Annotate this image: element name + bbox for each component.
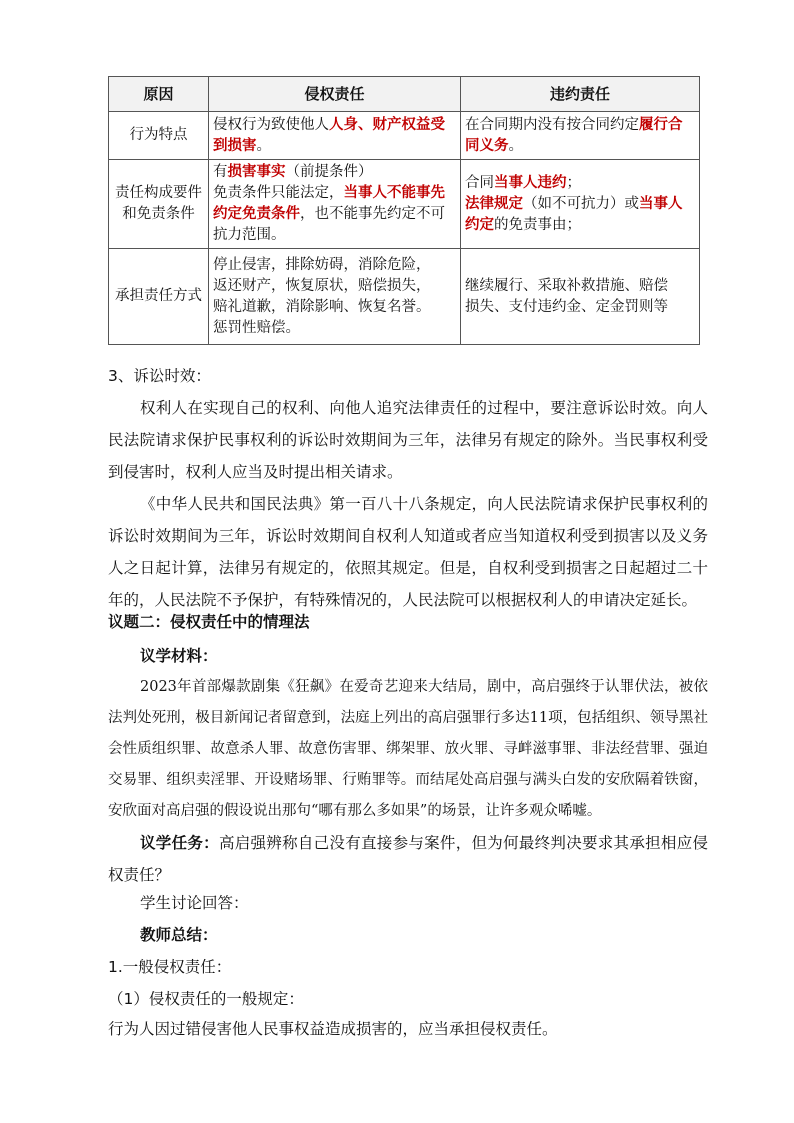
task-label: 议学任务： [140,834,219,852]
row-cell [461,249,700,345]
row-cell [209,249,461,345]
cell-text: （如不可抗力）或 [523,195,639,212]
material-text: 2023年首部爆款剧集《狂飙》在爱奇艺迎来大结局，剧中，高启强终于认罪伏法，被依法判处死刑，极目新闻记者留意到，法庭上列出的高启强罪行多达11项，包括组织、领导黑社会性质组织罪、故意杀人罪、故意伤害罪、绑架罪、放火罪、寻衅滋事罪、非法经营罪、强迫交易罪、组织卖淫罪、开设赌场罪、行贿罪等。而结尾处高启强与满头白发的安欣隔着铁窗，安欣面对高启强的假设说出那句“哪有那么多如果”的场景，让许多观众唏嘘。 [108,679,708,819]
row-cell [461,112,700,160]
paragraph-civil-code: 《中华人民共和国民法典》第一百八十八条规定，向人民法院请求保护民事权利的诉讼时效期间为三年，诉讼时效期间自权利人知道或者应当知道权利受到损害以及义务人之日起计算，法律另有规定的，依照其规定。但是，自权利受到损害之日起超过二十年的，人民法院不予保护，有特殊情况的，人民法院可以根据权利人的申请决定延长。 [108,495,708,609]
comparison-table [108,76,700,345]
highlight-text: 法律规定 [465,195,523,212]
header-tort-liability: 侵权责任 [209,77,461,112]
table-row [109,112,700,160]
highlight-text: 人身、财产权益受到损害 [213,116,445,154]
cell-text: （前提条件） [285,164,373,180]
cell-line: 惩罚性赔偿。 [213,319,300,336]
row-cell [209,160,461,249]
topic-2-title: 议题二：侵权责任中的情理法 [108,613,310,631]
highlight-text: 损害事实 [227,164,286,180]
table-row [109,160,700,249]
row-head: 责任构成要件和免责条件 [109,160,209,249]
cell-text: ，也不能事先约定不可抗力范围。 [213,206,445,243]
paragraph-limitation: 权利人在实现自己的权利、向他人追究法律责任的过程中，要注意诉讼时效。向人民法院请求保护民事权利的诉讼时效期间为三年，法律另有规定的除外。当民事权利受到侵害时，权利人应当及时提出相关请求。 [108,399,708,481]
material-label: 议学材料： [140,647,218,665]
cell-text: 侵权行为致使他人 [213,116,329,133]
highlight-text: 履行合同义务 [465,116,683,154]
row-cell [209,112,461,160]
cell-text: 有 [213,164,228,180]
cell-text: ； [566,174,581,191]
cell-text: 。 [508,137,523,154]
cell-text: 。 [256,137,271,154]
highlight-text: 当事人约定 [465,195,683,233]
row-head: 行为特点 [109,112,209,160]
section-3-title: 3、诉讼时效： [108,367,211,385]
discussion-line: 学生讨论回答： [140,894,249,912]
highlight-text: 当事人不能事先约定免责条件 [213,185,445,222]
row-cell [461,160,700,249]
task-paragraph [108,827,708,891]
highlight-text: 当事人违约 [494,174,567,191]
item-1: 1.一般侵权责任： [108,958,232,976]
table-header-row [109,77,700,112]
header-cause: 原因 [109,77,209,112]
cell-text: 合同 [465,174,494,191]
item-1-1-text: 行为人因过错侵害他人民事权益造成损害的，应当承担侵权责任。 [108,1020,558,1038]
cell-text: 在合同期内没有按合同约定 [465,116,639,133]
cell-line: 赔礼道歉，消除影响、恢复名誉。 [213,298,431,315]
cell-text: 的免责事由； [494,216,581,233]
cell-line: 停止侵害，排除妨碍，消除危险， [213,256,431,273]
item-1-1: （1）侵权责任的一般规定： [108,990,304,1008]
task-text: 高启强辨称自己没有直接参与案件，但为何最终判决要求其承担相应侵权责任？ [108,834,708,884]
teacher-summary: 教师总结： [140,926,218,944]
row-head: 承担责任方式 [109,249,209,345]
header-breach-liability: 违约责任 [461,77,700,112]
cell-line: 返还财产，恢复原状，赔偿损失， [213,277,431,294]
cell-line: 继续履行、采取补救措施、赔偿 [465,277,668,294]
cell-line: 损失、支付违约金、定金罚则等 [465,298,668,315]
table-row [109,249,700,345]
cell-text: 免责条件只能法定， [213,185,344,201]
